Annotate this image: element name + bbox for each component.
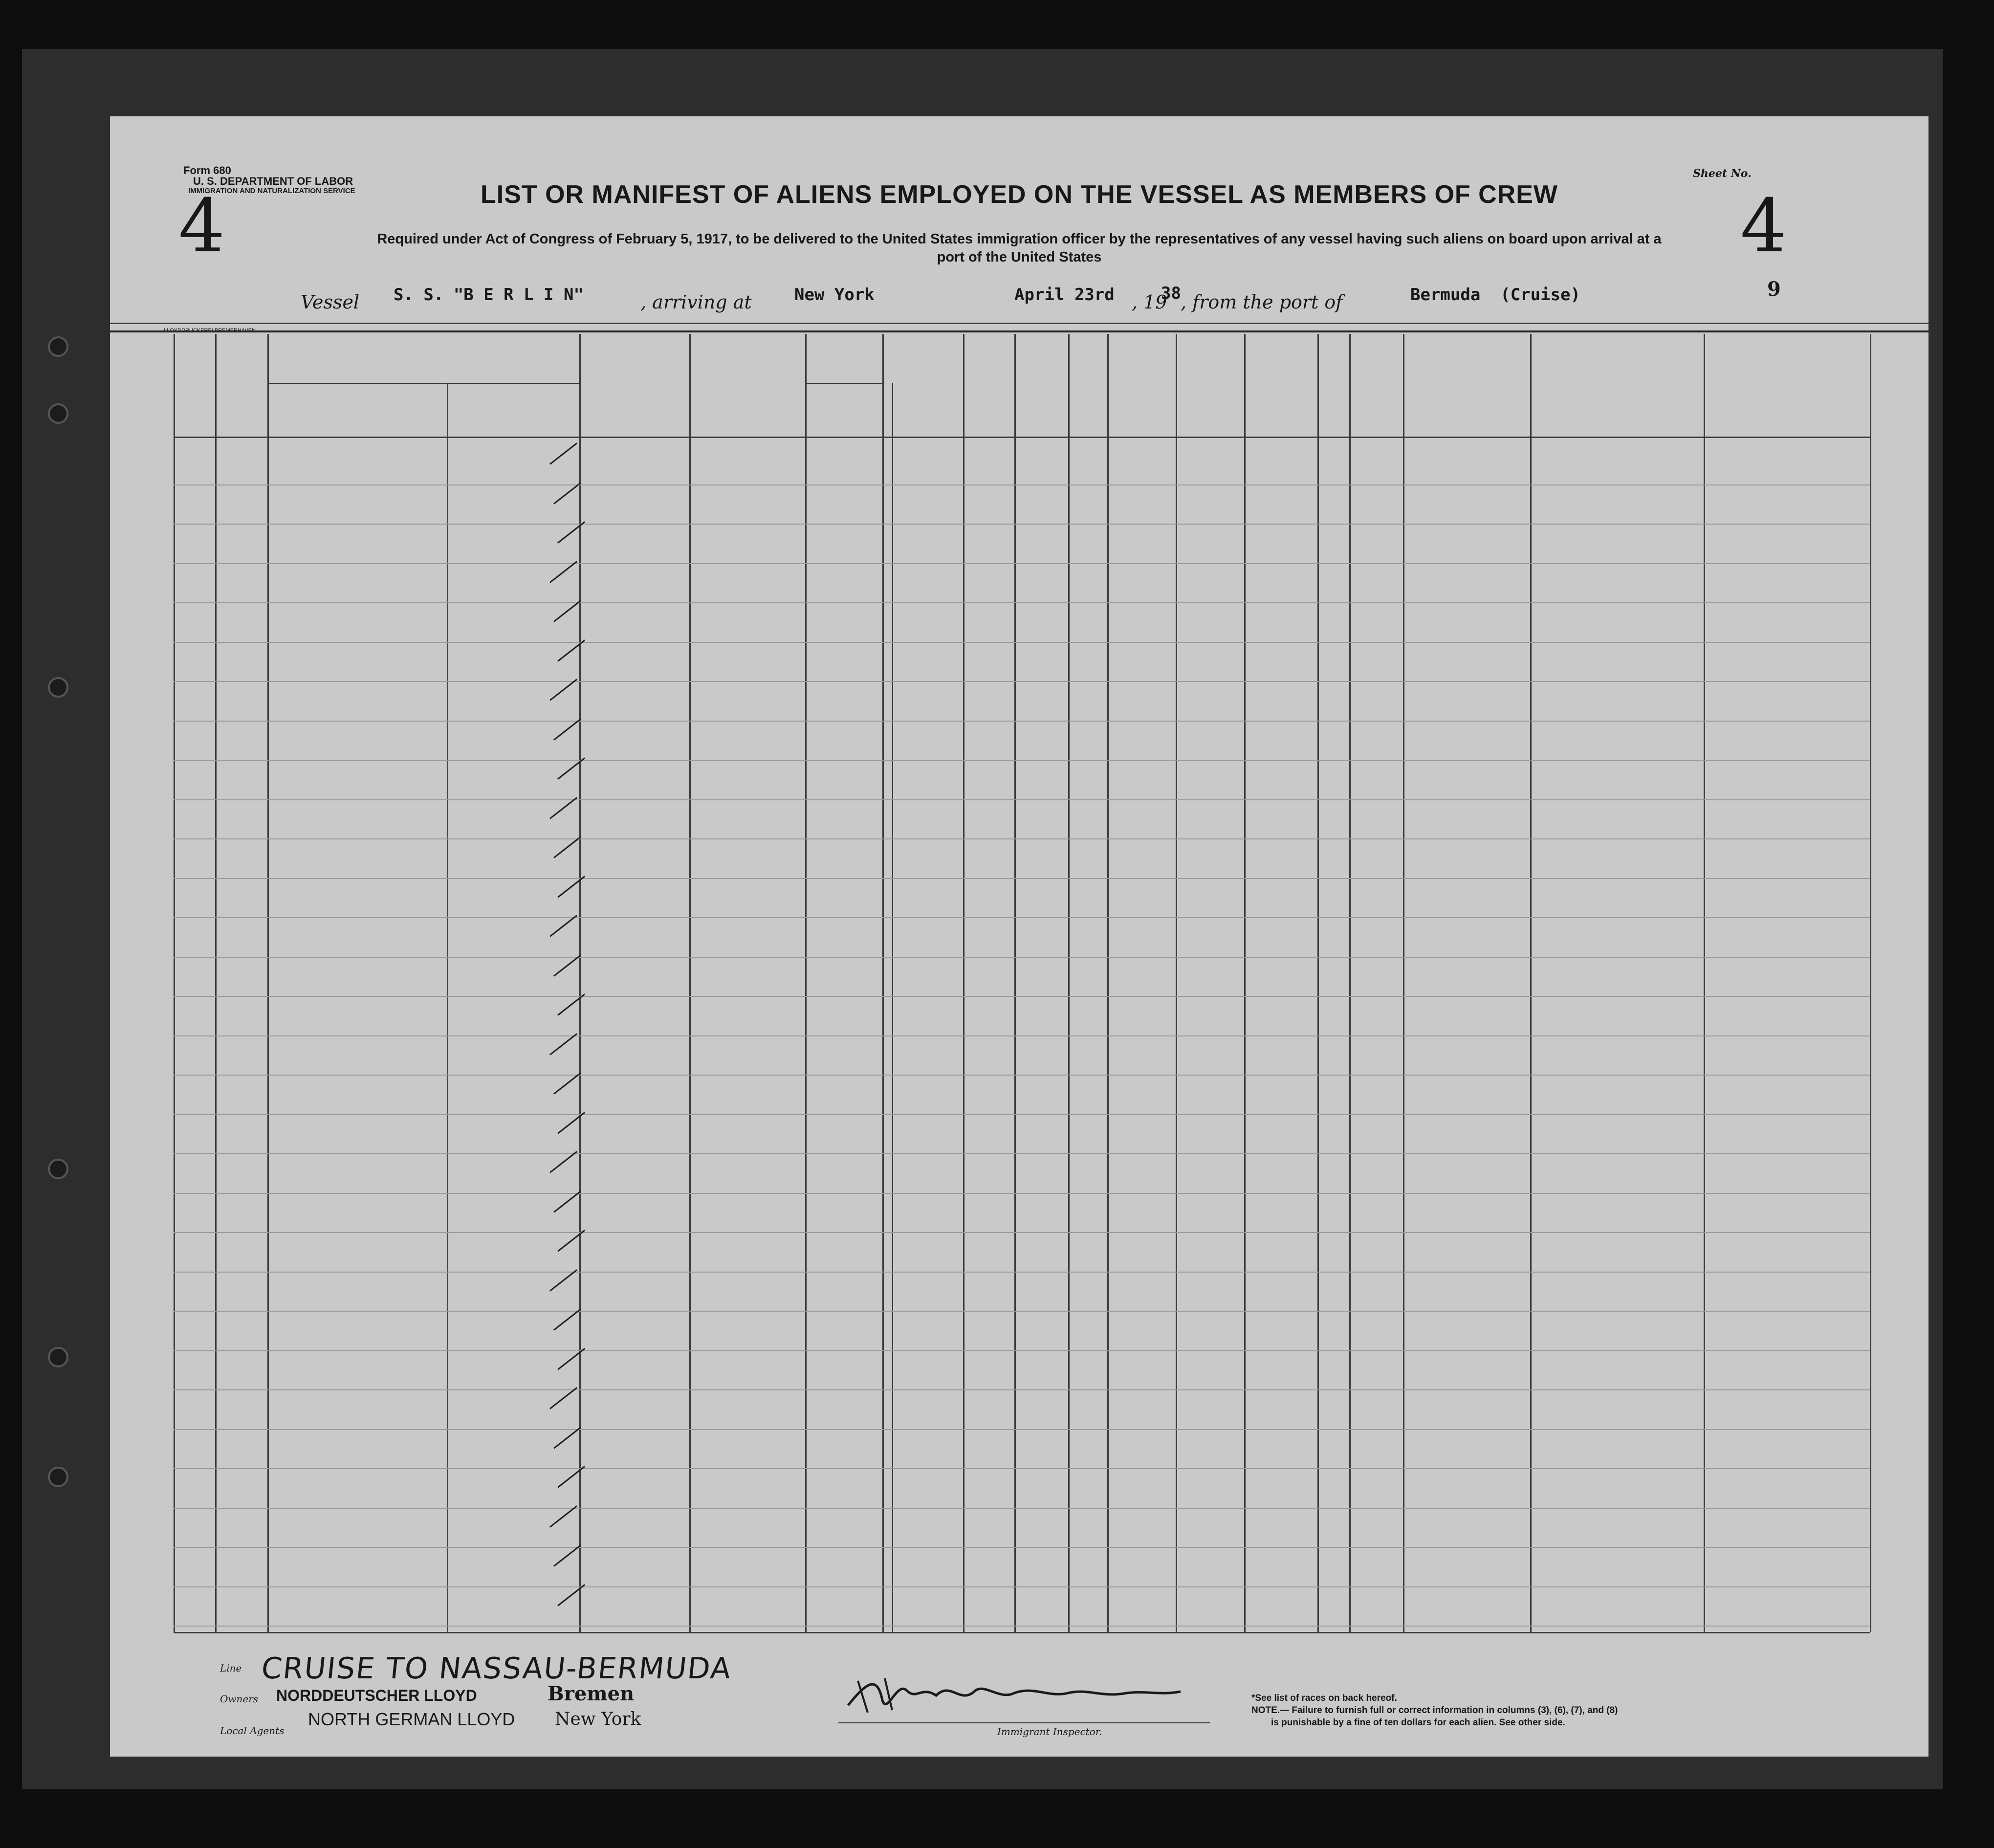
from-label: , from the port of xyxy=(1181,291,1343,313)
inspector-signature xyxy=(838,1671,1190,1720)
subtitle-line-1: Required under Act of Congress of February 5, 1917, to be delivered to the United States immigration officer by the representatives of any vessel having such aliens on board upon arrival at a xyxy=(377,231,1662,247)
column-rule xyxy=(174,334,175,1632)
header-rule xyxy=(805,383,882,384)
arrival-date: April 23rd xyxy=(1014,285,1115,305)
page-title: LIST OR MANIFEST OF ALIENS EMPLOYED ON THE VESSEL AS MEMBERS OF CREW xyxy=(481,180,1558,209)
row-rule xyxy=(174,1626,1870,1627)
vessel-label: Vessel xyxy=(301,291,360,313)
check-mark xyxy=(557,757,585,779)
check-mark xyxy=(549,1387,577,1409)
row-rule xyxy=(174,996,1870,997)
check-mark xyxy=(549,1505,577,1527)
owners-city: Bremen xyxy=(548,1682,635,1705)
check-mark xyxy=(557,1466,585,1488)
check-mark xyxy=(553,1072,581,1094)
check-mark xyxy=(557,1348,585,1370)
column-rule xyxy=(1068,334,1070,1632)
fine-note-1: NOTE.— Failure to furnish full or correct information in columns (3), (6), (7), and (8) xyxy=(1251,1705,1618,1716)
row-rule xyxy=(174,760,1870,761)
check-mark xyxy=(557,993,585,1015)
column-rule xyxy=(963,334,964,1632)
check-mark xyxy=(553,836,581,858)
manifest-page xyxy=(110,116,1928,1757)
row-rule xyxy=(174,721,1870,722)
sheet-sub-number: 9 xyxy=(1767,278,1781,301)
sheet-number-right: 4 xyxy=(1740,184,1787,269)
races-note: *See list of races on back hereof. xyxy=(1251,1693,1397,1703)
column-rule xyxy=(1014,334,1016,1632)
binder-hole xyxy=(48,1467,68,1487)
row-rule xyxy=(174,1547,1870,1548)
header-rule xyxy=(267,383,579,384)
binder-hole xyxy=(48,1347,68,1367)
binder-hole xyxy=(48,1159,68,1179)
column-rule xyxy=(1530,334,1532,1632)
column-rule xyxy=(1107,334,1109,1632)
arrival-year: 38 xyxy=(1161,284,1181,303)
column-rule xyxy=(892,383,893,1632)
check-mark xyxy=(553,718,581,740)
row-rule xyxy=(174,1232,1870,1233)
column-rule xyxy=(689,334,691,1632)
row-rule xyxy=(174,642,1870,643)
from-port: Bermuda (Cruise) xyxy=(1410,285,1580,305)
check-mark xyxy=(557,521,585,543)
check-mark xyxy=(549,442,577,464)
row-rule xyxy=(174,1389,1870,1390)
row-rule xyxy=(174,917,1870,918)
vessel-name: S. S. "B E R L I N" xyxy=(394,285,584,305)
check-mark xyxy=(553,1190,581,1212)
check-mark xyxy=(553,1544,581,1566)
row-rule xyxy=(174,484,1870,485)
agents-label: Local Agents xyxy=(220,1725,285,1737)
line-label: Line xyxy=(220,1662,242,1674)
check-mark xyxy=(557,876,585,898)
column-rule xyxy=(1704,334,1705,1632)
check-mark xyxy=(549,915,577,937)
column-rule xyxy=(1870,334,1871,1632)
row-rule xyxy=(174,1468,1870,1469)
row-rule xyxy=(174,957,1870,958)
binder-hole xyxy=(48,403,68,424)
agents-city: New York xyxy=(555,1709,641,1729)
row-rule xyxy=(174,1311,1870,1312)
check-mark xyxy=(557,1112,585,1134)
check-mark xyxy=(549,679,577,701)
column-rule xyxy=(882,334,884,1632)
row-rule xyxy=(174,1508,1870,1509)
column-rule xyxy=(1349,334,1351,1632)
column-rule xyxy=(267,334,269,1632)
column-rule xyxy=(1244,334,1246,1632)
handwritten-line-text: CRUISE TO NASSAU-BERMUDA xyxy=(260,1651,734,1686)
row-rule xyxy=(174,878,1870,879)
check-mark xyxy=(549,797,577,819)
row-rule xyxy=(174,1114,1870,1115)
row-rule xyxy=(174,1193,1870,1194)
column-rule xyxy=(447,383,448,1632)
check-mark xyxy=(553,1427,581,1449)
form-number: Form 680 xyxy=(183,164,231,176)
row-rule xyxy=(174,1153,1870,1154)
check-mark xyxy=(549,1269,577,1291)
inspector-label: Immigrant Inspector. xyxy=(997,1726,1102,1738)
column-rule xyxy=(1176,334,1177,1632)
column-rule xyxy=(805,334,807,1632)
column-rule xyxy=(1403,334,1404,1632)
owners-label: Owners xyxy=(220,1693,259,1705)
header-rule xyxy=(174,437,1870,438)
row-rule xyxy=(174,799,1870,800)
row-rule xyxy=(174,1075,1870,1076)
arrival-port: New York xyxy=(794,285,875,305)
row-rule xyxy=(174,838,1870,839)
row-rule xyxy=(174,1350,1870,1351)
agents-name: NORTH GERMAN LLOYD xyxy=(308,1709,515,1729)
column-rule xyxy=(579,334,581,1632)
subtitle-line-2: port of the United States xyxy=(937,249,1102,265)
sheet-number-left: 4 xyxy=(178,184,225,269)
row-rule xyxy=(174,524,1870,525)
row-rule xyxy=(174,602,1870,603)
check-mark xyxy=(553,600,581,622)
year-prefix: , 19 xyxy=(1132,291,1167,313)
check-mark xyxy=(553,1308,581,1330)
row-rule xyxy=(174,1586,1870,1587)
check-mark xyxy=(549,561,577,583)
arriving-label: , arriving at xyxy=(640,291,752,313)
row-rule xyxy=(174,1272,1870,1273)
table-bottom-rule xyxy=(174,1632,1870,1633)
row-rule xyxy=(174,1035,1870,1036)
row-rule xyxy=(174,681,1870,682)
check-mark xyxy=(553,482,581,504)
check-mark xyxy=(549,1151,577,1173)
row-rule xyxy=(174,1429,1870,1430)
column-rule xyxy=(215,334,217,1632)
binder-hole xyxy=(48,336,68,357)
check-mark xyxy=(553,954,581,976)
check-mark xyxy=(549,1033,577,1055)
row-rule xyxy=(174,563,1870,564)
check-mark xyxy=(557,1584,585,1606)
check-mark xyxy=(557,639,585,661)
sheet-label: Sheet No. xyxy=(1693,167,1752,180)
owners-name: NORDDEUTSCHER LLOYD xyxy=(276,1687,477,1704)
service-name: IMMIGRATION AND NATURALIZATION SERVICE xyxy=(188,187,355,195)
department-name: U. S. DEPARTMENT OF LABOR xyxy=(193,175,353,187)
column-rule xyxy=(1317,334,1319,1632)
check-mark xyxy=(557,1230,585,1252)
fine-note-2: is punishable by a fine of ten dollars for each alien. See other side. xyxy=(1271,1717,1565,1728)
binder-hole xyxy=(48,677,68,698)
